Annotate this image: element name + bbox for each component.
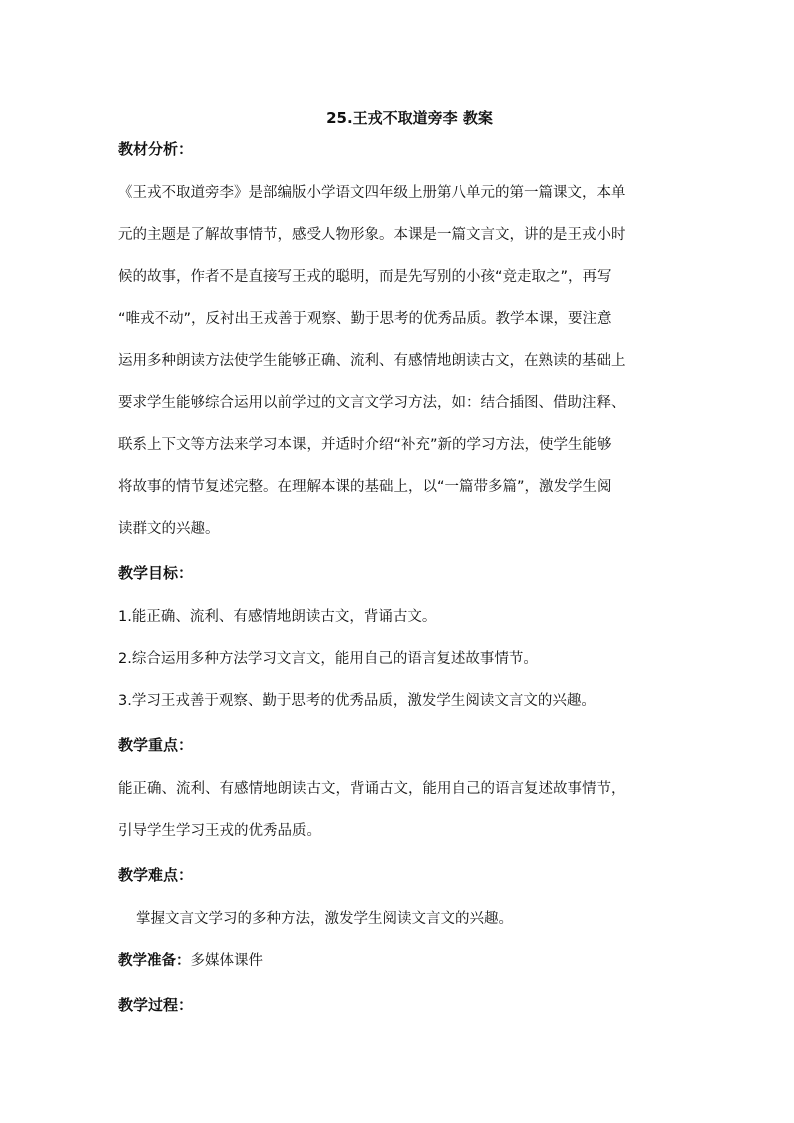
analysis-paragraph [118,172,693,550]
goal-item: 2.综合运用多种方法学习文言文，能用自己的语言复述故事情节。 [118,651,538,667]
section-heading-key-points: 教学重点： [118,736,194,754]
analysis-line: 《王戎不取道旁李》是部编版小学语文四年级上册第八单元的第一篇课文，本单 [118,185,626,201]
key-points-line: 能正确、流利、有感情地朗读古文，背诵古文，能用自己的语言复述故事情节， [118,781,626,797]
section-heading-difficulties: 教学难点： [118,866,194,884]
preparation-value: 多媒体课件 [190,953,263,969]
difficulties-text: 掌握文言文学习的多种方法，激发学生阅读文言文的兴趣。 [136,911,513,927]
analysis-line: 将故事的情节复述完整。在理解本课的基础上，以“一篇带多篇”，激发学生阅 [118,479,612,495]
preparation-label: 教学准备： [118,953,191,969]
analysis-line: 运用多种朗读方法使学生能够正确、流利、有感情地朗读古文，在熟读的基础上 [118,353,626,369]
analysis-line: 候的故事，作者不是直接写王戎的聪明，而是先写别的小孩“竞走取之”，再写 [118,269,612,285]
key-points-paragraph [118,768,693,852]
document-title: 25.王戎不取道旁李 教案 [326,109,493,127]
section-heading-analysis: 教材分析： [118,140,194,158]
preparation-row [118,940,693,982]
analysis-line: 元的主题是了解故事情节，感受人物形象。本课是一篇文言文，讲的是王戎小时 [118,227,626,243]
section-heading-process: 教学过程： [118,996,194,1014]
analysis-line: 要求学生能够综合运用以前学过的文言文学习方法，如：结合插图、借助注释、 [118,395,626,411]
key-points-line: 引导学生学习王戎的优秀品质。 [118,823,321,839]
goal-item: 3.学习王戎善于观察、勤于思考的优秀品质，激发学生阅读文言文的兴趣。 [118,693,596,709]
analysis-line: 联系上下文等方法来学习本课，并适时介绍“补充”新的学习方法，使学生能够 [118,437,612,453]
goal-item: 1.能正确、流利、有感情地朗读古文，背诵古文。 [118,609,437,625]
document-content [118,104,693,1020]
section-heading-goals: 教学目标： [118,564,194,582]
analysis-line: “唯戎不动”，反衬出王戎善于观察、勤于思考的优秀品质。教学本课，要注意 [118,311,612,327]
goals-list [118,596,693,722]
analysis-line: 读群文的兴趣。 [118,521,220,537]
